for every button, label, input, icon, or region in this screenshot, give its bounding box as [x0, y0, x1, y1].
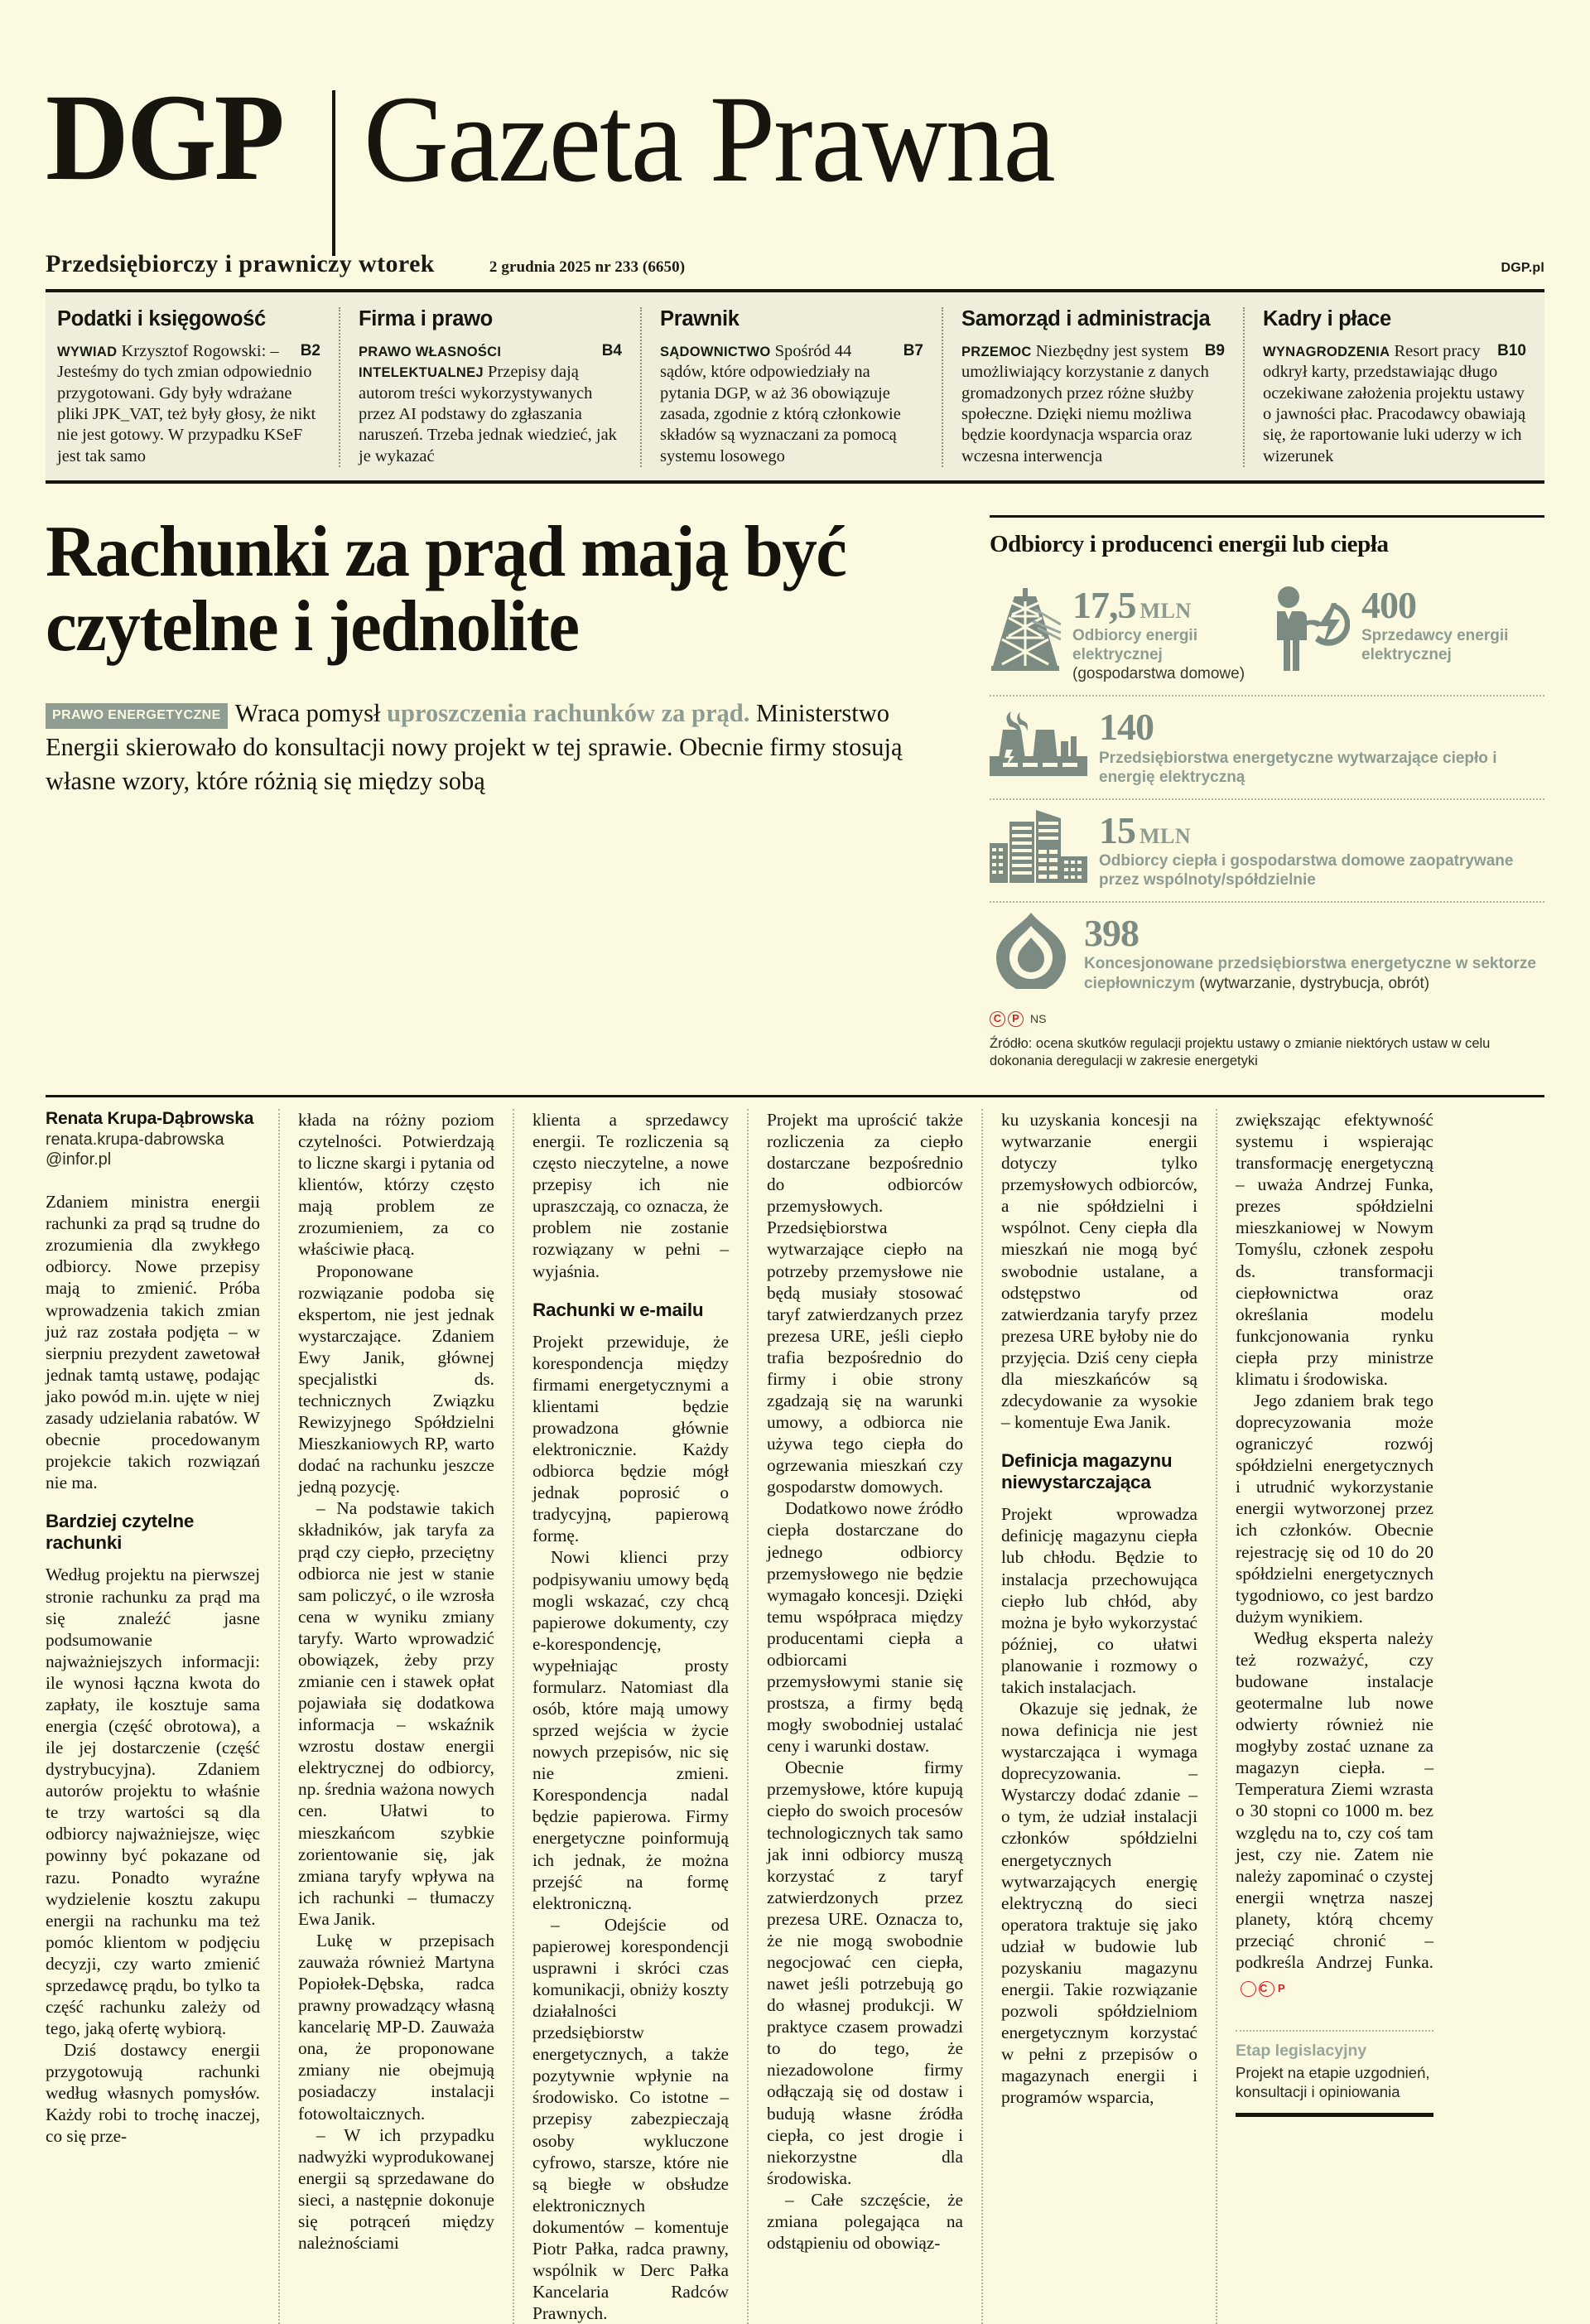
- logo-title: Gazeta Prawna: [363, 70, 1054, 208]
- paragraph: – Całe szczęście, że zmiana polegająca na odstąpieniu od obowiąz-: [767, 2189, 963, 2254]
- power-plant-icon: [990, 706, 1087, 776]
- section-teaser-samorzad[interactable]: [943, 307, 1245, 467]
- paragraph: Zdaniem ministra energii rachunki za prąd są trudne do zrozumienia dla zwykłego odbiorcy. Nowe przepisy mają to zmienić. Próba wprowadzenia takich zmian już raz została podjęta – w sierpniu prezydent zawetował jednak tamtą ustawę, podając jako powód m.in. ujęte w niej zasady udzielania rabatów. W obecnie procedowanym projekcie takich rozwiązań nie ma.: [46, 1192, 260, 1493]
- lead-text-after: Ministerstwo Energii skierowało do konsultacji nowy projekt w tej sprawie. Obecnie firmy stosują własne wzory, które różnią się między sobą: [46, 699, 903, 795]
- infographic-panel: [971, 515, 1544, 1070]
- paragraph: Projekt ma uprościć także rozliczenia za ciepło dostarczane bezpośrednio do odbiorców przemysłowych. Przedsiębiorstwa wytwarzające ciepło na potrzeby przemysłowe nie będą musiały stosować taryf zatwierdzanych przez prezesa URE, jeśli ciepło trafia bezpośrednio do firmy i obie strony zgadzają się na warunki umowy, a odbiorca nie używa tego ciepła do ogrzewania mieszkań czy gospodarstw domowych.: [767, 1109, 963, 1497]
- article-column-5: [983, 1109, 1217, 2324]
- infographic-item: [1267, 585, 1544, 684]
- teaser-body: [660, 341, 923, 467]
- teaser-page-ref: B2: [300, 342, 320, 359]
- paragraph: zwiększając efektywność systemu i wspierając transformację energetyczną – uważa Andrzej Funka, prezes spółdzielni mieszkaniowej w Nowym Tomyślu, członek zespołu ds. transformacji ciepłownictwa oraz określania modelu funkcjonowania rynku ciepła przy ministrze klimatu i środowiska.: [1236, 1109, 1433, 1389]
- infographic-value: 140: [1099, 706, 1154, 749]
- infographic-unit: MLN: [1140, 823, 1192, 848]
- paragraph: Projekt przewiduje, że korespondencja między firmami energetycznymi a klientami będzie prowadzona głównie elektronicznie. Każdy odbiorca będzie mógł jednak poprosić o tradycyjną, papierową formę.: [532, 1331, 729, 1546]
- paragraph: Według projektu na pierwszej stronie rachunku za prąd ma się znaleźć jasne podsumowanie najważniejszych informacji: ile wynosi łączna kwota do zapłaty, ile kosztuje sama energia (część obrotowa), a ile jej dostarczenie (część dystrybucyjna). Zdaniem autorów projektu to właśnie te trzy wartości są dla odbiorcy najważniejsze, więc powinny być pokazane od razu. Ponadto wyraźne wydzielenie kosztu zakupu energii na rachunku ma też pomóc klientom w podjęciu decyzji, czy warto zmienić sprzedawcę prądu, bo tylko ta część rachunku zależy od tego, jaką ofertę wybiorą.: [46, 1565, 260, 2039]
- logo-dgp: DGP: [46, 69, 283, 206]
- paragraph: – W ich przypadku nadwyżki wyprodukowanej energii są sprzedawane do sieci, a następnie dokonuje się potrąceń między należnościami: [298, 2124, 494, 2254]
- infographic-description: [1072, 626, 1267, 684]
- section-teaser-prawnik[interactable]: [642, 307, 943, 467]
- section-teasers: [46, 292, 1544, 484]
- subheading: Definicja magazynu niewystarczająca: [1001, 1450, 1173, 1493]
- lead-paragraph: [46, 697, 953, 798]
- paragraph: Projekt wprowadza definicję magazynu ciepła lub chłodu. Będzie to instalacja przechowująca ciepło lub chłód, aby można je było wykorzystać później, co ułatwi planowanie i rozmowy o takich instalacjach.: [1001, 1504, 1197, 1697]
- teaser-text: Przepisy dają autorom treści wykorzystywanych przez AI podstawy do zgłaszania naruszeń. Trzeba jednak wiedzieć, jak je wykazać: [359, 363, 617, 465]
- paragraph: Okazuje się jednak, że nowa definicja nie jest wystarczająca i wymaga doprecyzowania. – Wystarczy dodać zdanie – o tym, że udział instalacji członków spółdzielni energetycznych wytwarzających energię elektryczną do sieci operatora traktuje się jako udział w budowie lub pozyskaniu magazynu energii. Takie rozwiązanie pozwoli spółdzielniom energetycznym korzystać w pełni z przepisów o magazynach energii i programów wsparcia,: [1001, 1699, 1197, 2108]
- article-column-3: [514, 1109, 749, 2324]
- teaser-title: Samorząd i administracja: [961, 307, 1211, 330]
- paragraph-text: Według eksperta należy też rozważyć, czy budowane instalacje geotermalne lub nowe odwierty również nie mogłyby zostać uznane za magazyn ciepła. – Temperatura Ziemi wzrasta o 30 stopni co 1000 m. bez względu na to, czy coś tam jest, czy nie. Zatem nie należy zapominać o czystej energii wnętrza naszej planety, którą chcemy przeciąć chronić – podkreśla Andrzej Funka.: [1236, 1627, 1433, 1972]
- bottom-rule: [1236, 2113, 1433, 2117]
- lead-story-area: [46, 484, 1544, 1070]
- infographic-row: [990, 901, 1544, 1004]
- article-column-1: [46, 1109, 280, 2324]
- article-column-4: [749, 1109, 983, 2324]
- copyright-ns-label: NS: [1030, 1012, 1047, 1026]
- stage-title: Etap legislacyjny: [1236, 2042, 1367, 2061]
- teaser-title: Prawnik: [660, 307, 740, 330]
- page-title: Rachunki za prąd mają być czytelne i jednolite: [46, 511, 846, 667]
- paragraph: Dziś dostawcy energii przygotowują rachunki według własnych pomysłów. Każdy robi to trochę inaczej, co się prze-: [46, 2040, 260, 2147]
- infographic-row: [990, 798, 1544, 901]
- infographic-item: [990, 585, 1267, 684]
- desc-bold: Koncesjonowane przedsiębiorstwa energetyczne w sektorze ciepłowniczym: [1084, 955, 1536, 992]
- teaser-title: Podatki i księgowość: [57, 307, 266, 330]
- paragraph: [1236, 1627, 1433, 1997]
- paragraph: ku uzyskania koncesji na wytwarzanie energii dotyczy tylko przemysłowych odbiorców, a nie spółdzielni i wspólnot. Ceny ciepła dla mieszkań nie mogą być swobodnie ustalane, a odstępstwo od zatwierdzania taryfy przez prezesa URE byłoby nie do przyjęcia. Dziś ceny ciepła dla mieszkańców są zdecydowanie za wysokie – komentuje Ewa Janik.: [1001, 1109, 1197, 1433]
- teaser-title: Firma i prawo: [359, 307, 493, 330]
- power-pylon-icon: [990, 585, 1061, 674]
- teaser-kicker: WYNAGRODZENIA: [1263, 345, 1390, 359]
- paragraph: kłada na różny poziom czytelności. Potwierdzają to liczne skargi i pytania od klientów, którzy często mają problem ze zrozumieniem, za co właściwie płacą.: [298, 1109, 494, 1260]
- stage-text: Projekt na etapie uzgodnień, konsultacji i opiniowania: [1236, 2064, 1430, 2101]
- paragraph: Nowi klienci przy podpisywaniu umowy będą mogli wskazać, czy chcą papierowe dokumenty, czy e-korespondencję, wypełniając prosty formularz. Natomiast dla osób, które mają umowy sprzed wejścia w życie nowych przepisów, nic się nie zmieni. Korespondencja nadal będzie papierowa. Firmy energetyczne poinformują ich jednak, że można przejść na formę elektroniczną.: [532, 1547, 729, 1913]
- desc-plain: (wytwarzanie, dystrybucja, obrót): [1199, 974, 1430, 992]
- copyright-c-icon: C: [1241, 1981, 1256, 1997]
- dateline-website[interactable]: DGP.pl: [1501, 261, 1544, 275]
- infographic-value: 17,5: [1072, 583, 1136, 626]
- teaser-body: [359, 341, 622, 467]
- infographic-description: Przedsiębiorstwa energetyczne wytwarzające ciepło i energię elektryczną: [1099, 749, 1497, 786]
- teaser-title: Kadry i płace: [1263, 307, 1391, 330]
- masthead: [46, 0, 1544, 215]
- paragraph: – Na podstawie takich składników, jak taryfa za prąd czy ciepło, przeciętny odbiorca nie jest w stanie sam policzyć, o ile wzrosła cena w wyniku zmiany taryfy. Warto wprowadzić obowiązek, żeby przy zmianie cen i stawek opłat pojawiała się dodatkowa informacja – wskaźnik wzrostu dostaw energii elektrycznej do odbiorcy, np. średnia ważona nowych cen. Ułatwi to mieszkańcom szybkie zorientowanie się, jak zmiana taryfy wpływa na ich rachunki – tłumaczy Ewa Janik.: [298, 1498, 494, 1929]
- flame-icon: [990, 913, 1072, 989]
- paragraph: Jego zdaniem brak tego doprecyzowania może ograniczyć rozwój spółdzielni energetycznych i utrudnić wykorzystanie energii wytworzonej przez ich członków. Obecnie rejestrację się od 10 do 20 spółdzielni energetycznych tygodniowo, co jest bardzo dużym wynikiem.: [1236, 1390, 1433, 1627]
- teaser-text: Spośród 44 sądów, które odpowiedziały na pytania DGP, w aż 36 obowiązuje zasada, zgodnie z którą członkowie składów są wyznaczani za pomocą systemu losowego: [660, 342, 901, 465]
- lead-category-tag: PRAWO ENERGETYCZNE: [46, 703, 228, 728]
- subheading: Bardziej czytelne rachunki: [46, 1511, 195, 1554]
- paragraph: Lukę w przepisach zauważa również Martyna Popiołek-Dębska, radca prawny prowadzący własną kancelarię MP-D. Zauważa ona, że proponowane zmiany nie obejmują posiadaczy instalacji fotowoltaicznych.: [298, 1930, 494, 2124]
- teaser-kicker: PRZEMOC: [961, 345, 1032, 359]
- copyright-c-icon: C: [990, 1011, 1005, 1027]
- subheading: Rachunki w e-mailu: [532, 1299, 704, 1320]
- headline-block: [46, 511, 971, 1070]
- teaser-page-ref: B4: [601, 342, 622, 359]
- section-teaser-kadry[interactable]: [1245, 307, 1544, 467]
- article-body-columns: [46, 1095, 1544, 2324]
- teaser-body: [961, 341, 1225, 467]
- copyright-p-icon: P: [1259, 1981, 1274, 1997]
- paragraph: Dodatkowo nowe źródło ciepła dostarczane do jednego odbiorcy przemysłowego nie będzie wymagało koncesji. Dzięki temu współpraca między producentami ciepła a odbiorcami przemysłowymi stanie się prostsza, a firmy będą mogły swobodniej ustalać ceny i warunki dostaw.: [767, 1498, 963, 1757]
- copyright-marks-end: [1241, 1981, 1285, 1997]
- section-teaser-firma[interactable]: [340, 307, 642, 467]
- article-column-6: [1217, 1109, 1452, 2324]
- teaser-page-ref: B7: [903, 342, 923, 359]
- article-column-2: [280, 1109, 514, 2324]
- paragraph: Proponowane rozwiązanie podoba się ekspertom, nie jest jednak wystarczające. Zdaniem Ewy Janik, głównej specjalistki ds. technicznych Związku Rewizyjnego Spółdzielni Mieszkaniowych RP, warto dodać na rachunku jeszcze jedną pozycję.: [298, 1261, 494, 1497]
- infographic-box: [990, 515, 1544, 1070]
- teaser-kicker: WYWIAD: [57, 345, 118, 359]
- author-email[interactable]: renata.krupa-dabrowska @infor.pl: [46, 1130, 224, 1169]
- teaser-body: [57, 341, 320, 467]
- teaser-text: Krzysztof Rogowski: – Jesteśmy do tych zmian odpowiednio przygotowani. Gdy były wdrażane pliki JPK_VAT, też były głosy, że nikt nie jest gotowy. W przypadku KSeF jest tak samo: [57, 342, 316, 465]
- copyright-p-icon: P: [1008, 1011, 1024, 1027]
- teaser-kicker: PRAWO WŁASNOŚCI INTELEKTUALNEJ: [359, 345, 502, 381]
- infographic-description: [1084, 954, 1544, 992]
- desc-plain: (gospodarstwa domowe): [1072, 665, 1246, 683]
- teaser-text: Niezbędny jest system umożliwiający korzystanie z danych gromadzonych przez różne służby społeczne. Dzięki niemu możliwa będzie koordynacja wsparcia oraz wczesna interwencja: [961, 342, 1209, 465]
- infographic-source: Źródło: ocena skutków regulacji projektu ustawy o zmianie niektórych ustaw w celu dokonania deregulacji w zakresie energetyki: [990, 1035, 1491, 1068]
- dateline-issue: 2 grudnia 2025 nr 233 (6650): [489, 258, 686, 276]
- author-name: Renata Krupa-Dąbrowska: [46, 1108, 254, 1128]
- teaser-text: Resort pracy odkrył karty, przedstawiając długo oczekiwane założenia projektu ustawy o jawności płac. Pracodawcy obawiają się, że raportowanie luki uderzy w ich wizerunek: [1263, 342, 1526, 465]
- lead-text-highlight: uproszczenia rachunków za prąd.: [387, 699, 750, 728]
- logo-divider: [332, 90, 335, 256]
- desc-bold: Odbiorcy energii elektrycznej: [1072, 626, 1197, 664]
- teaser-page-ref: B9: [1204, 342, 1225, 359]
- infographic-description: Odbiorcy ciepła i gospodarstwa domowe zaopatrywane przez wspólnoty/spółdzielnie: [1099, 851, 1514, 890]
- infographic-value: 400: [1361, 583, 1416, 626]
- teaser-page-ref: B10: [1497, 342, 1526, 359]
- teaser-kicker: SĄDOWNICTWO: [660, 345, 771, 359]
- teaser-body: [1263, 341, 1526, 467]
- city-buildings-icon: [990, 810, 1087, 883]
- infographic-row: [990, 695, 1544, 798]
- dateline-bar: [46, 215, 1544, 292]
- infographic-value: 398: [1084, 912, 1139, 955]
- infographic-row: [990, 575, 1544, 696]
- lead-text-before: Wraca pomysł: [234, 699, 388, 728]
- infographic-value: 15: [1099, 808, 1135, 851]
- paragraph: klienta a sprzedawcy energii. Te rozliczenia są często nieczytelne, a nowe przepisy ich nie upraszczają, co oznacza, że problem nie zostanie rozwiązany w pełni – wyjaśnia.: [532, 1109, 729, 1281]
- copyright-marks: [990, 1011, 1544, 1027]
- infographic-description: Sprzedawcy energii elektrycznej: [1361, 626, 1509, 664]
- infographic-unit: MLN: [1140, 598, 1192, 623]
- energy-seller-icon: [1267, 585, 1350, 671]
- section-teaser-podatki[interactable]: [46, 307, 340, 467]
- paragraph: Obecnie firmy przemysłowe, które kupują ciepło do swoich procesów technologicznych tak samo jak inni odbiorcy muszą korzystać z taryf zatwierdzonych przez prezesa URE. Oznacza to, że nie mogą swobodnie negocjować cen ciepła, nawet jeśli potrzebują go do własnej produkcji. W praktyce czasem prowadzi to do tego, że niezadowolone firmy odłączają się od dostaw i budują własne źródła ciepła, co jest drogie i niekorzystne dla środowiska.: [767, 1757, 963, 2188]
- paragraph: – Odejście od papierowej korespondencji usprawni i skróci czas komunikacji, obniży koszty działalności przedsiębiorstw energetycznych, a także pozytywnie wpłynie na środowisko. Co istotne – przepisy zabezpieczają osoby wykluczone cyfrowo, starsze, które nie są biegłe w obsłudze elektronicznych dokumentów – komentuje Piotr Pałka, radca prawny, wspólnik w Derc Pałka Kancelaria Radców Prawnych.: [532, 1914, 729, 2324]
- infographic-title: Odbiorcy i producenci energii lub ciepła: [990, 530, 1389, 557]
- dateline-slogan: Przedsiębiorczy i prawniczy wtorek: [46, 250, 435, 277]
- legislative-stage-box: [1236, 2030, 1433, 2101]
